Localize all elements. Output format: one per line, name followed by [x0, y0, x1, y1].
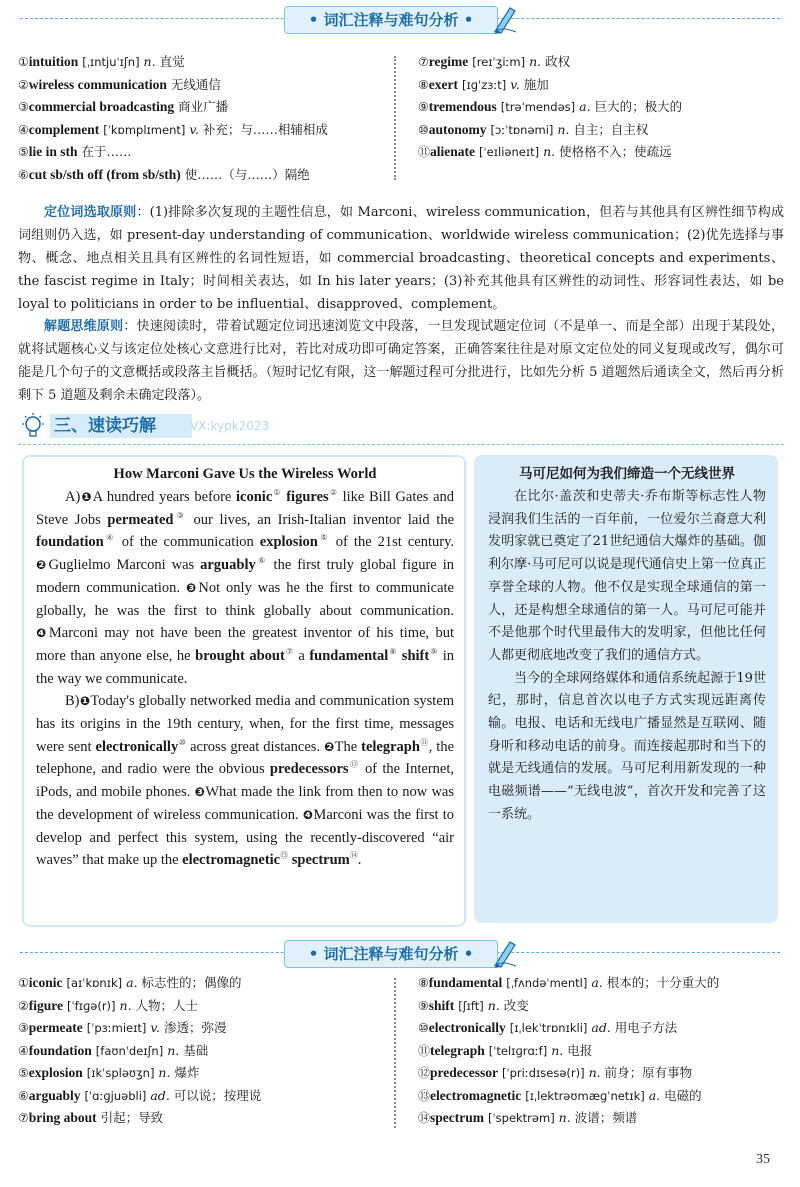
banner-title: • 词汇注释与难句分析 •	[284, 6, 498, 34]
entry-meaning: 巨大的；极大的	[594, 99, 683, 114]
footnote-marker: ⑭	[349, 851, 358, 861]
entry-word: complement	[28, 121, 100, 137]
sentence-marker: ❷	[324, 739, 335, 754]
vocab-entry	[18, 1107, 388, 1130]
locator-principle-text: ：(1)排除多次复现的主题性信息，如 Marconi、wireless communication，但若与其他具有区辨性细节构成词组则仍入选，如 present-day understanding of communication、worldwide wireless communication；(2)优先选择与事物、概念、地点相关且具有区辨性的名词性短语，如 commercial broadcasting、theoretical concepts and experiments、the fascist regime in Italy；时间相关表达，如 In his later years；(3)补充其他具有区辨性的动词性、形容词性表达，如 be loyal to politicians in order to be influential、disapproved、complement。	[18, 205, 784, 312]
translation-passage	[488, 462, 766, 827]
page-number: 35	[756, 1152, 770, 1167]
passage-text: A)	[65, 489, 81, 505]
entry-number: ②	[18, 998, 29, 1013]
passage-text: What made the link from then to now was the development of wireless communication.	[36, 784, 454, 823]
sentence-marker: ❹	[36, 626, 49, 641]
entry-number: ⑧	[418, 77, 429, 92]
entry-meaning: 可以说；按理说	[173, 1087, 262, 1103]
passage-text: of the communication	[115, 534, 260, 551]
entry-phonetic: [ˈtelɪɡrɑːf]	[488, 1043, 548, 1058]
passage-text: Guglielmo Marconi was	[48, 557, 201, 574]
keyword: shift	[401, 647, 430, 664]
entry-word: spectrum	[430, 1110, 485, 1125]
keyword: predecessors	[269, 761, 349, 778]
entry-number: ⑭	[418, 1111, 431, 1125]
solving-principle-text: ：快速阅读时，带着试题定位词迅速浏览文中段落，一旦发现试题定位词（不是单一、而是全部）出现于某段处，就将试题核心义与该定位处核心文意进行比对，若比对成功即可确定答案，正确答案往往是对原文定位处的同义复现或改写，偶尔可能是几个句子的文意概括或段落主旨概括。（短时记忆有限，这一解题过程可分批进行，比如先分析 5 道题然后通读全文，然后再分析剩下 5 道题及剩余未确定段落）。	[18, 319, 784, 403]
entry-pos: v.	[150, 1020, 160, 1035]
vocab-entry	[418, 141, 788, 164]
entry-meaning: 电报	[567, 1042, 593, 1058]
footnote-marker: ①	[272, 488, 282, 498]
entry-meaning: 根本的；十分重大的	[606, 975, 720, 990]
banner-title: • 词汇注释与难句分析 •	[284, 940, 498, 968]
entry-word: electromagnetic	[430, 1087, 522, 1103]
passage-text: Marconi was the first to develop and perfect this system, using the recently-discovered “air waves” that make up the	[36, 806, 454, 869]
vocab-list-1-right	[418, 51, 788, 164]
pen-icon	[492, 2, 518, 34]
keyword: figures	[286, 489, 329, 505]
entry-phonetic: [ɪkˈspləʊʒn]	[86, 1066, 155, 1080]
entry-phonetic: [ˈpɜːmieɪt]	[86, 1021, 147, 1035]
vocab-entry	[18, 164, 388, 187]
footnote-marker: ⑥	[255, 556, 268, 566]
entry-pos: n.	[551, 1042, 564, 1058]
entry-phonetic: [ˈspektrəm]	[488, 1111, 555, 1125]
entry-word: explosion	[28, 1065, 83, 1080]
entry-word: exert	[428, 76, 458, 92]
entry-phonetic: [aɪˈkɒnɪk]	[66, 976, 123, 990]
keyword: spectrum	[291, 852, 350, 869]
keyword: permeated	[107, 511, 174, 528]
passage-text: of the Internet, iPods, and mobile phones.	[36, 761, 454, 801]
vocab-entry	[18, 1062, 388, 1085]
footnote-marker: ⑩	[178, 737, 187, 747]
passage-text: across great distances.	[186, 738, 325, 755]
footnote-marker: ③	[173, 510, 187, 520]
vocab-entry	[18, 1017, 388, 1040]
entry-phonetic: [ɔːˈtɒnəmi]	[490, 122, 554, 137]
entry-number: ⑥	[18, 167, 29, 182]
footnote-marker: ⑦	[284, 647, 294, 657]
entry-number: ⑩	[418, 1021, 429, 1035]
entry-phonetic: [ˈpriːdɪsesə(r)]	[501, 1066, 585, 1080]
entry-pos: n.	[557, 121, 570, 137]
vocab-entry	[418, 74, 788, 97]
vocab-list-2-right	[418, 972, 788, 1130]
entry-meaning: 引起；导致	[100, 1110, 164, 1125]
vocab-entry	[18, 141, 388, 164]
entry-meaning: 渗透；弥漫	[163, 1020, 227, 1035]
keyword: iconic	[236, 489, 273, 505]
entry-meaning: 商业广播	[178, 99, 229, 114]
article-title: How Marconi Gave Us the Wireless World	[113, 466, 377, 482]
section-divider	[18, 444, 784, 445]
entry-meaning: 基础	[183, 1042, 209, 1058]
entry-word: electronically	[428, 1020, 506, 1035]
pen-icon	[492, 936, 518, 968]
entry-number: ⑦	[18, 1111, 29, 1125]
entry-word: fundamental	[428, 975, 503, 990]
entry-meaning: 波谱；频谱	[574, 1110, 638, 1125]
english-passage	[36, 462, 454, 872]
entry-pos: v.	[510, 76, 520, 92]
entry-number: ⑤	[18, 1066, 29, 1080]
entry-word: shift	[428, 997, 455, 1013]
solving-principle	[18, 315, 784, 407]
passage-text: the first truly global figure in modern communication.	[36, 557, 454, 596]
entry-pos: a.	[591, 975, 603, 990]
entry-meaning: 政权	[545, 54, 571, 69]
entry-number: ⑬	[418, 1088, 431, 1103]
sentence-marker: ❶	[79, 694, 91, 709]
entry-word: telegraph	[430, 1042, 485, 1058]
entry-number: ⑫	[418, 1066, 431, 1080]
entry-number: ⑪	[418, 1043, 431, 1058]
entry-meaning: 使格格不入；使疏远	[559, 144, 672, 159]
vocab-entry	[418, 51, 788, 74]
entry-meaning: 用电子方法	[614, 1020, 678, 1035]
vocab-entry	[18, 995, 388, 1018]
entry-word: wireless communication	[28, 76, 167, 92]
passage-text: Today's globally networked media and communication system has its origins in the 19th century, when, for the first time, messages were sent	[36, 693, 454, 755]
translation-paragraph-2: 当今的全球网络媒体和通信系统起源于19世纪，那时，信息首次以电子方式实现远距离传输。电报、电话和无线电广播显然是互联网、随身听和移动电话的前身。而连接起那时和当下的就是无线通信的发展。马可尼利用新发现的一种电磁频谱——“无线电波”，首次开发和完善了这一系统。	[488, 670, 766, 822]
entry-number: ⑦	[418, 55, 429, 69]
entry-number: ⑤	[18, 145, 29, 159]
entry-phonetic: [reɪˈʒiːm]	[472, 55, 526, 69]
sentence-marker: ❸	[185, 580, 199, 595]
entry-meaning: 自主；自主权	[573, 121, 649, 137]
entry-pos: ad.	[150, 1087, 170, 1103]
vocab-entry	[418, 96, 788, 119]
entry-meaning: 补充；与……相辅相成	[202, 121, 328, 137]
passage-text: B)	[65, 693, 80, 710]
vocab-entry	[418, 1085, 788, 1108]
entry-meaning: 前身；原有事物	[604, 1065, 693, 1080]
vocab-entry	[418, 1062, 788, 1085]
keyword: electronically	[95, 738, 179, 755]
passage-text: like Bill Gates and Steve Jobs	[36, 489, 455, 528]
entry-word: arguably	[28, 1087, 81, 1103]
lightbulb-icon	[18, 411, 48, 441]
entry-phonetic: [ɪˌlektrəʊmæɡˈnetɪk]	[525, 1088, 645, 1103]
entry-word: commercial broadcasting	[28, 99, 175, 114]
vocab-entry	[418, 1040, 788, 1063]
vocab-list-2-left	[18, 972, 388, 1130]
keyword: brought about	[195, 647, 285, 664]
entry-word: tremendous	[428, 99, 497, 114]
footnote-marker: ⑬	[280, 851, 289, 861]
entry-pos: a.	[579, 99, 591, 114]
entry-meaning: 在于……	[81, 144, 132, 159]
footnote-marker: ⑧	[388, 647, 398, 657]
entry-phonetic: [ˌɪntjuˈɪʃn]	[82, 55, 140, 69]
footnote-marker: ⑫	[348, 760, 360, 770]
vocab-entry	[418, 1017, 788, 1040]
entry-word: alienate	[430, 144, 476, 159]
vocab-entry	[418, 995, 788, 1018]
sentence-marker: ❷	[36, 558, 49, 573]
entry-number: ⑨	[418, 998, 429, 1013]
entry-word: permeate	[28, 1020, 83, 1035]
passage-text: The	[334, 738, 362, 755]
vocab-entry	[18, 972, 388, 995]
vocab-entry	[418, 1107, 788, 1130]
entry-meaning: 电磁的	[664, 1087, 702, 1103]
passage-text: our lives, an Irish-Italian inventor laid the	[186, 511, 455, 528]
entry-word: foundation	[28, 1042, 92, 1058]
footnote-marker: ⑤	[317, 533, 330, 543]
entry-pos: n.	[119, 997, 132, 1013]
passage-text: Not only was he the first to communicate globally, he was the first to think globally about communication.	[36, 579, 454, 619]
section-title: 三、速读巧解	[50, 414, 192, 438]
entry-word: iconic	[28, 975, 63, 990]
vocab-entry	[18, 74, 388, 97]
entry-pos: a.	[126, 975, 138, 990]
sentence-marker: ❸	[194, 785, 206, 800]
entry-number: ③	[18, 100, 29, 114]
entry-number: ⑪	[418, 145, 431, 159]
entry-pos: n.	[487, 997, 500, 1013]
keyword: fundamental	[309, 647, 389, 664]
translation-title: 马可尼如何为我们缔造一个无线世界	[519, 466, 735, 482]
passage-text: Marconi may not have been the greatest inventor of his time, but more than anyone else, he	[36, 625, 454, 664]
passage-text: A hundred years before	[92, 489, 237, 505]
passage-text: of the 21st century.	[329, 534, 455, 551]
entry-word: intuition	[28, 54, 79, 69]
footnote-marker: ⑪	[419, 737, 429, 747]
footnote-marker: ⑨	[429, 647, 439, 657]
entry-word: regime	[428, 54, 469, 69]
entry-meaning: 标志性的；偶像的	[141, 975, 242, 990]
entry-pos: n.	[158, 1065, 171, 1080]
vocab-banner-top	[0, 2, 800, 36]
vocab-entry	[18, 1040, 388, 1063]
binding-spine	[394, 56, 406, 180]
entry-phonetic: [trəˈmendəs]	[500, 100, 576, 114]
passage-text: a	[293, 647, 310, 664]
entry-number: ②	[18, 77, 29, 92]
keyword: foundation	[36, 534, 104, 551]
passage-text: in the way we communicate.	[36, 647, 454, 687]
entry-phonetic: [ɪɡˈzɜːt]	[461, 77, 507, 92]
entry-phonetic: [ˈfɪɡə(r)]	[67, 998, 116, 1013]
footnote-marker: ②	[328, 488, 338, 498]
entry-pos: ad.	[591, 1020, 611, 1035]
passage-text: , the telephone, and radio were the obvious	[36, 738, 455, 778]
translation-paragraph-1: 在比尔·盖茨和史蒂夫·乔布斯等标志性人物浸润我们生活的一百年前，一位爱尔兰裔意大利发明家就已奠定了21世纪通信大爆炸的基础。伽利尔摩·马可尼可以说是现代通信史上第一位真正享誉全球的人物。他不仅是实现全球通信的第一人，还是构想全球通信的第一人。马可尼可能并不是他那个时代里最伟大的发明家，但他比任何人都更彻底地改变了我们的通信方式。	[488, 489, 766, 663]
entry-meaning: 直觉	[159, 54, 185, 69]
entry-pos: n.	[543, 144, 556, 159]
footnote-marker: ④	[103, 533, 116, 543]
entry-number: ⑥	[18, 1088, 29, 1103]
keyword: explosion	[259, 534, 318, 551]
entry-meaning: 使……（与……）隔绝	[184, 166, 310, 182]
keyword: electromagnetic	[182, 852, 281, 869]
locator-principle-label: 定位词选取原则	[44, 205, 137, 220]
paragraph-b	[36, 690, 454, 872]
vocab-entry	[418, 972, 788, 995]
entry-meaning: 人物；人士	[135, 997, 199, 1013]
entry-word: lie in sth	[28, 144, 78, 159]
entry-meaning: 改变	[503, 997, 529, 1013]
sentence-marker: ❹	[302, 807, 314, 822]
vocab-entry	[18, 96, 388, 119]
entry-pos: v.	[189, 121, 199, 137]
entry-pos: a.	[648, 1087, 661, 1103]
vocab-entry	[18, 1085, 388, 1108]
entry-phonetic: [ɪˌlekˈtrɒnɪkli]	[509, 1021, 588, 1035]
vocab-entry	[418, 119, 788, 142]
passage-text: .	[357, 852, 362, 869]
entry-word: autonomy	[428, 121, 487, 137]
vocab-banner-bottom	[0, 936, 800, 970]
entry-number: ①	[18, 55, 29, 69]
vocab-list-1-left	[18, 51, 388, 186]
entry-number: ⑩	[418, 122, 429, 137]
entry-pos: n.	[529, 54, 542, 69]
keyword: telegraph	[361, 738, 420, 755]
entry-meaning: 施加	[523, 76, 549, 92]
entry-phonetic: [ʃɪft]	[458, 998, 484, 1013]
entry-pos: n.	[143, 54, 156, 69]
entry-number: ①	[18, 976, 29, 990]
entry-number: ⑨	[418, 100, 429, 114]
entry-pos: n.	[167, 1042, 180, 1058]
entry-phonetic: [ˈeɪliəneɪt]	[479, 145, 540, 159]
entry-pos: n.	[558, 1110, 571, 1125]
entry-number: ⑧	[418, 976, 429, 990]
binding-spine	[394, 978, 406, 1128]
paragraph-a	[36, 486, 454, 690]
vocab-entry	[18, 51, 388, 74]
entry-phonetic: [ˈɑːɡjuəbli]	[84, 1088, 147, 1103]
entry-word: figure	[28, 997, 64, 1013]
entry-phonetic: [ˌfʌndəˈmentl]	[506, 976, 588, 990]
solving-principle-label: 解题思维原则	[44, 319, 124, 334]
watermark: VX:kypk2023	[190, 419, 270, 433]
sentence-marker: ❶	[80, 490, 93, 504]
entry-word: cut sb/sth off (from sb/sth)	[28, 166, 181, 182]
locator-principle	[18, 201, 784, 316]
entry-word: predecessor	[430, 1065, 498, 1080]
entry-number: ④	[18, 122, 29, 137]
entry-meaning: 爆炸	[174, 1065, 200, 1080]
keyword: arguably	[200, 557, 256, 574]
entry-word: bring about	[28, 1110, 97, 1125]
vocab-entry	[18, 119, 388, 142]
entry-pos: n.	[588, 1065, 601, 1080]
entry-meaning: 无线通信	[170, 76, 221, 92]
entry-phonetic: [faʊnˈdeɪʃn]	[95, 1043, 164, 1058]
entry-number: ③	[18, 1021, 29, 1035]
entry-phonetic: [ˈkɒmplɪment]	[103, 122, 186, 137]
entry-number: ④	[18, 1043, 29, 1058]
